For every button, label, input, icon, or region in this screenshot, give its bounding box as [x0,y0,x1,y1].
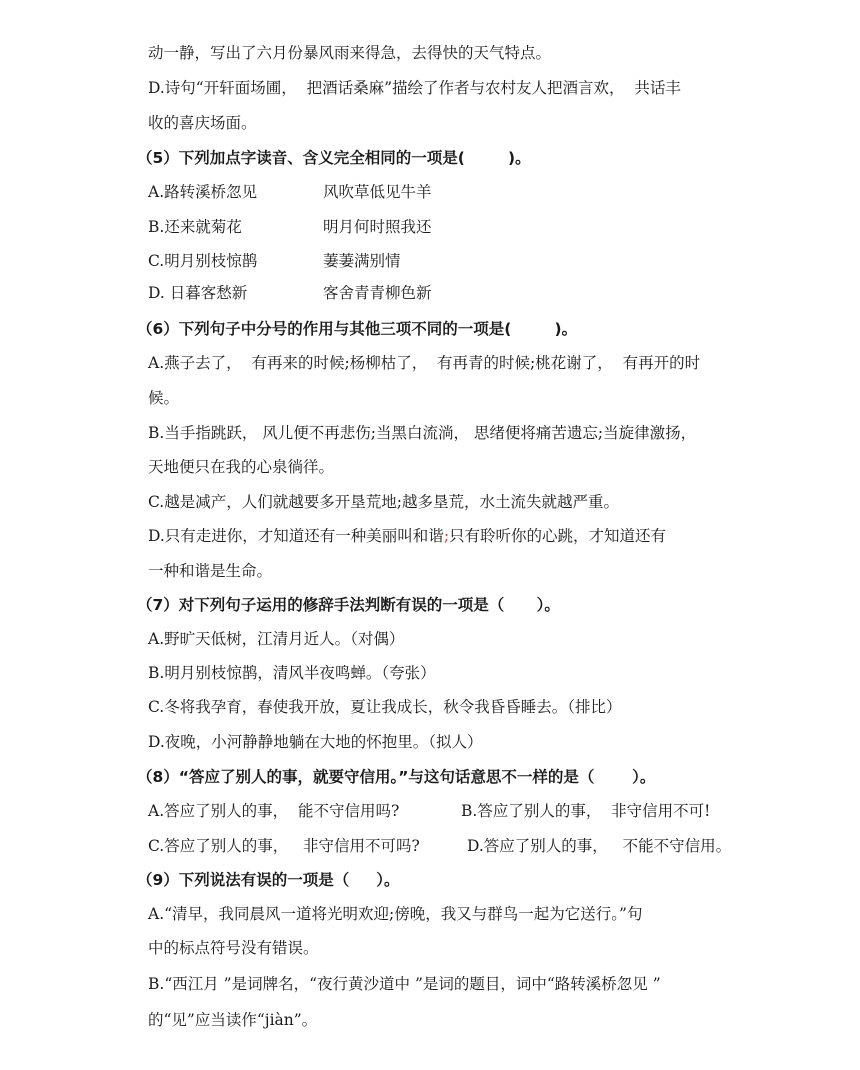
prev-option-d-line2: 收的喜庆场面。 [148,114,257,132]
q7-option-d: D.夜晚，小河静静地躺在大地的怀抱里。（拟人） [148,733,483,751]
question-6-stem: （6）下列句子中分号的作用与其他三项不同的一项是( )。 [137,320,578,338]
q6-option-a-line2: 候。 [148,389,180,407]
q6-option-a-line1: A.燕子去了， 有再来的时候;杨柳枯了， 有再青的时候;桃花谢了， 有再开的时 [148,354,701,372]
q6-option-d-text-pre: D.只有走进你，才知道还有一种美丽叫和谐 [148,527,444,545]
q5-option-a-left: A.路转溪桥忽见 [148,183,258,201]
q6-option-d-text-post: 只有聆听你的心跳，才知道还有 [449,527,667,545]
q5-option-a-right: 风吹草低见牛羊 [323,183,432,201]
q6-option-d-semicolon: ; [443,527,450,545]
q9-option-b-line2: 的“见”应当读作“jiàn”。 [148,1011,318,1029]
question-8-stem: （8）“答应了别人的事，就要守信用。”与这句话意思不一样的是（ ）。 [137,768,656,786]
q8-option-d: D.答应了别人的事， 不能不守信用。 [467,837,732,855]
q6-option-b-line1: B.当手指跳跃， 风儿便不再悲伤;当黑白流淌， 思绪便将痛苦遗忘;当旋律激扬， [148,424,697,442]
q5-option-c-left: C.明月别枝惊鹊 [148,252,258,270]
q6-option-b-line2: 天地便只在我的心泉徜徉。 [148,458,335,476]
q5-option-b-right: 明月何时照我还 [323,218,432,236]
q6-option-c: C.越是减产，人们就越要多开垦荒地;越多垦荒，水土流失就越严重。 [148,493,619,511]
q9-option-a-line1: A.“清早，我同晨风一道将光明欢迎;傍晚，我又与群鸟一起为它送行。”句 [148,905,643,923]
q7-option-b: B.明月别枝惊鹊，清风半夜鸣蝉。（夸张） [148,664,436,682]
question-5-stem: （5）下列加点字读音、含义完全相同的一项是( )。 [137,149,531,167]
q8-option-c: C.答应了别人的事， 非守信用不可吗? [148,837,420,855]
q9-option-b-line1: B.“西江月 ”是词牌名，“夜行黄沙道中 ”是词的题目，词中“路转溪桥忽见 ” [148,975,661,993]
prev-option-d-line1: D.诗句“开轩面场圃， 把酒话桑麻”描绘了作者与农村友人把酒言欢， 共话丰 [148,79,681,97]
prev-option-c-end: 动一静，写出了六月份暴风雨来得急，去得快的天气特点。 [148,44,552,62]
q8-option-b: B.答应了别人的事， 非守信用不可! [461,802,711,820]
q7-option-c: C.冬将我孕育，春使我开放，夏让我成长，秋令我昏昏睡去。（排比） [148,698,622,716]
q5-option-d-right: 客舍青青柳色新 [323,284,432,302]
q5-option-c-right: 萋萋满别情 [323,252,401,270]
q5-option-b-left: B.还来就菊花 [148,218,242,236]
q7-option-a: A.野旷天低树，江清月近人。（对偶） [148,630,405,648]
question-7-stem: （7）对下列句子运用的修辞手法判断有误的一项是（ ）。 [137,596,560,614]
q6-option-d-line1 [148,525,666,547]
q6-option-d-line2: 一种和谐是生命。 [148,562,273,580]
q5-option-d-left: D. 日暮客愁新 [148,284,248,302]
q8-option-a: A.答应了别人的事， 能不守信用吗? [148,802,400,820]
question-9-stem: （9）下列说法有误的一项是（ ）。 [137,871,400,889]
q9-option-a-line2: 中的标点符号没有错误。 [148,939,319,957]
